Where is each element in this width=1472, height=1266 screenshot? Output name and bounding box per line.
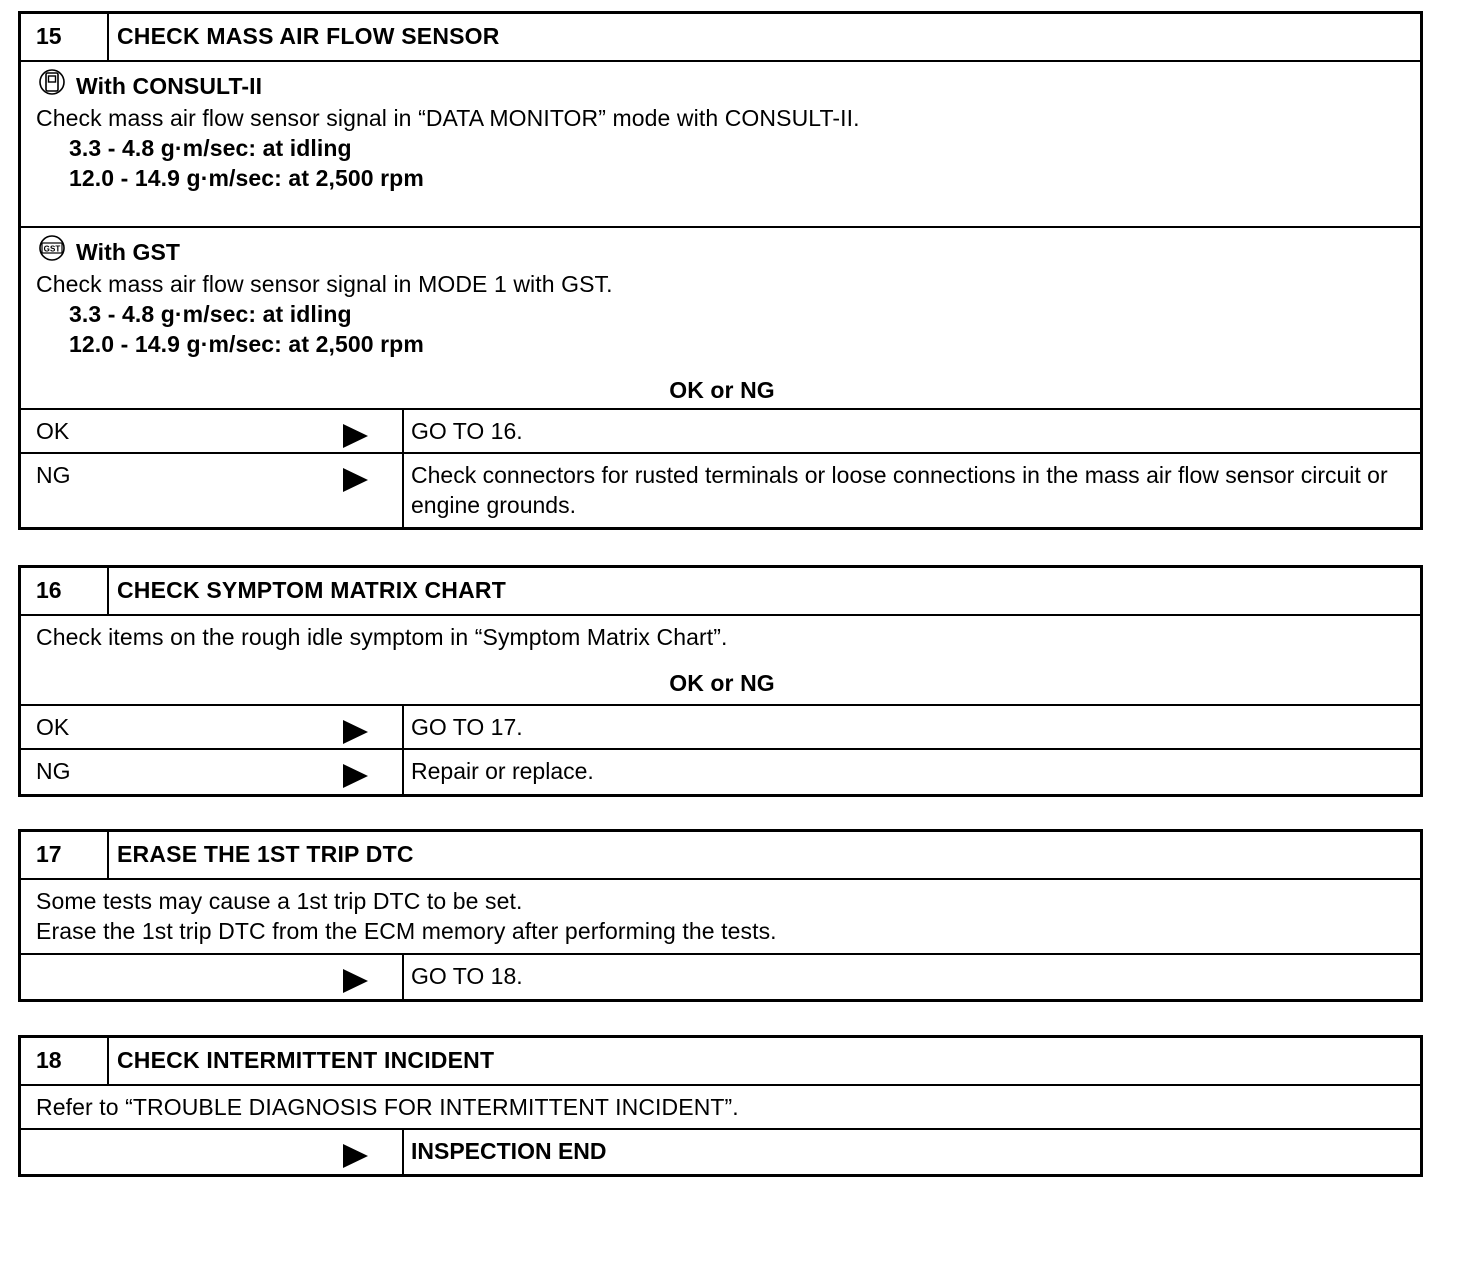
step-16 — [18, 565, 1423, 797]
spec-idling: 3.3 - 4.8 g·m/sec: at idling — [69, 301, 352, 327]
result-row-ng — [21, 452, 1420, 527]
step-17 — [18, 829, 1423, 1002]
ok-or-ng-label: OK or NG — [669, 377, 775, 403]
arrow-right-icon — [343, 764, 368, 788]
gst-section — [21, 226, 1420, 408]
step-number: 18 — [21, 1038, 109, 1084]
spec-2500rpm: 12.0 - 14.9 g·m/sec: at 2,500 rpm — [69, 165, 424, 191]
arrow-right-icon — [343, 1144, 368, 1168]
result-action: Check connectors for rusted terminals or loose connections in the mass air flow sensor circuit or engine grounds. — [411, 462, 1388, 518]
result-row-ok — [21, 408, 1420, 452]
step-header — [21, 832, 1420, 878]
result-label: OK — [36, 714, 70, 740]
instruction-text: Refer to “TROUBLE DIAGNOSIS FOR INTERMITTENT INCIDENT”. — [36, 1094, 739, 1120]
instruction-section — [21, 614, 1420, 704]
consult-icon — [36, 68, 68, 103]
step-header — [21, 568, 1420, 614]
instruction-line: Erase the 1st trip DTC from the ECM memory after performing the tests. — [36, 918, 777, 944]
gst-instruction: Check mass air flow sensor signal in MODE 1 with GST. — [36, 271, 613, 297]
step-18 — [18, 1035, 1423, 1177]
instruction-section — [21, 1084, 1420, 1128]
step-number: 17 — [21, 832, 109, 878]
step-title: ERASE THE 1ST TRIP DTC — [117, 841, 414, 867]
result-action: GO TO 17. — [411, 714, 523, 740]
arrow-right-icon — [343, 969, 368, 993]
result-action: INSPECTION END — [411, 1138, 607, 1164]
step-15 — [18, 11, 1423, 530]
result-row — [21, 953, 1420, 999]
result-label: NG — [36, 462, 71, 488]
step-header — [21, 14, 1420, 60]
result-row-ng — [21, 748, 1420, 794]
instruction-line: Some tests may cause a 1st trip DTC to be set. — [36, 888, 523, 914]
result-action: GO TO 16. — [411, 418, 523, 444]
instruction-section — [21, 878, 1420, 953]
gst-heading: With GST — [76, 238, 181, 265]
arrow-right-icon — [343, 720, 368, 744]
spec-2500rpm: 12.0 - 14.9 g·m/sec: at 2,500 rpm — [69, 331, 424, 357]
consult-heading: With CONSULT-II — [76, 72, 263, 99]
consult-instruction: Check mass air flow sensor signal in “DATA MONITOR” mode with CONSULT-II. — [36, 105, 860, 131]
step-title: CHECK INTERMITTENT INCIDENT — [117, 1047, 495, 1073]
result-label: NG — [36, 758, 71, 784]
step-header — [21, 1038, 1420, 1084]
step-number: 16 — [21, 568, 109, 614]
result-row-ok — [21, 704, 1420, 748]
step-title: CHECK MASS AIR FLOW SENSOR — [117, 23, 500, 49]
result-label: OK — [36, 418, 70, 444]
arrow-right-icon — [343, 468, 368, 492]
step-number: 15 — [21, 14, 109, 60]
gst-icon — [36, 234, 68, 269]
instruction-text: Check items on the rough idle symptom in “Symptom Matrix Chart”. — [36, 624, 728, 650]
result-action: GO TO 18. — [411, 963, 523, 989]
step-title: CHECK SYMPTOM MATRIX CHART — [117, 577, 506, 603]
consult-section — [21, 60, 1420, 226]
arrow-right-icon — [343, 424, 368, 448]
spec-idling: 3.3 - 4.8 g·m/sec: at idling — [69, 135, 352, 161]
result-row — [21, 1128, 1420, 1174]
result-action: Repair or replace. — [411, 758, 594, 784]
ok-or-ng-label: OK or NG — [669, 670, 775, 696]
svg-text:GST: GST — [43, 244, 61, 254]
